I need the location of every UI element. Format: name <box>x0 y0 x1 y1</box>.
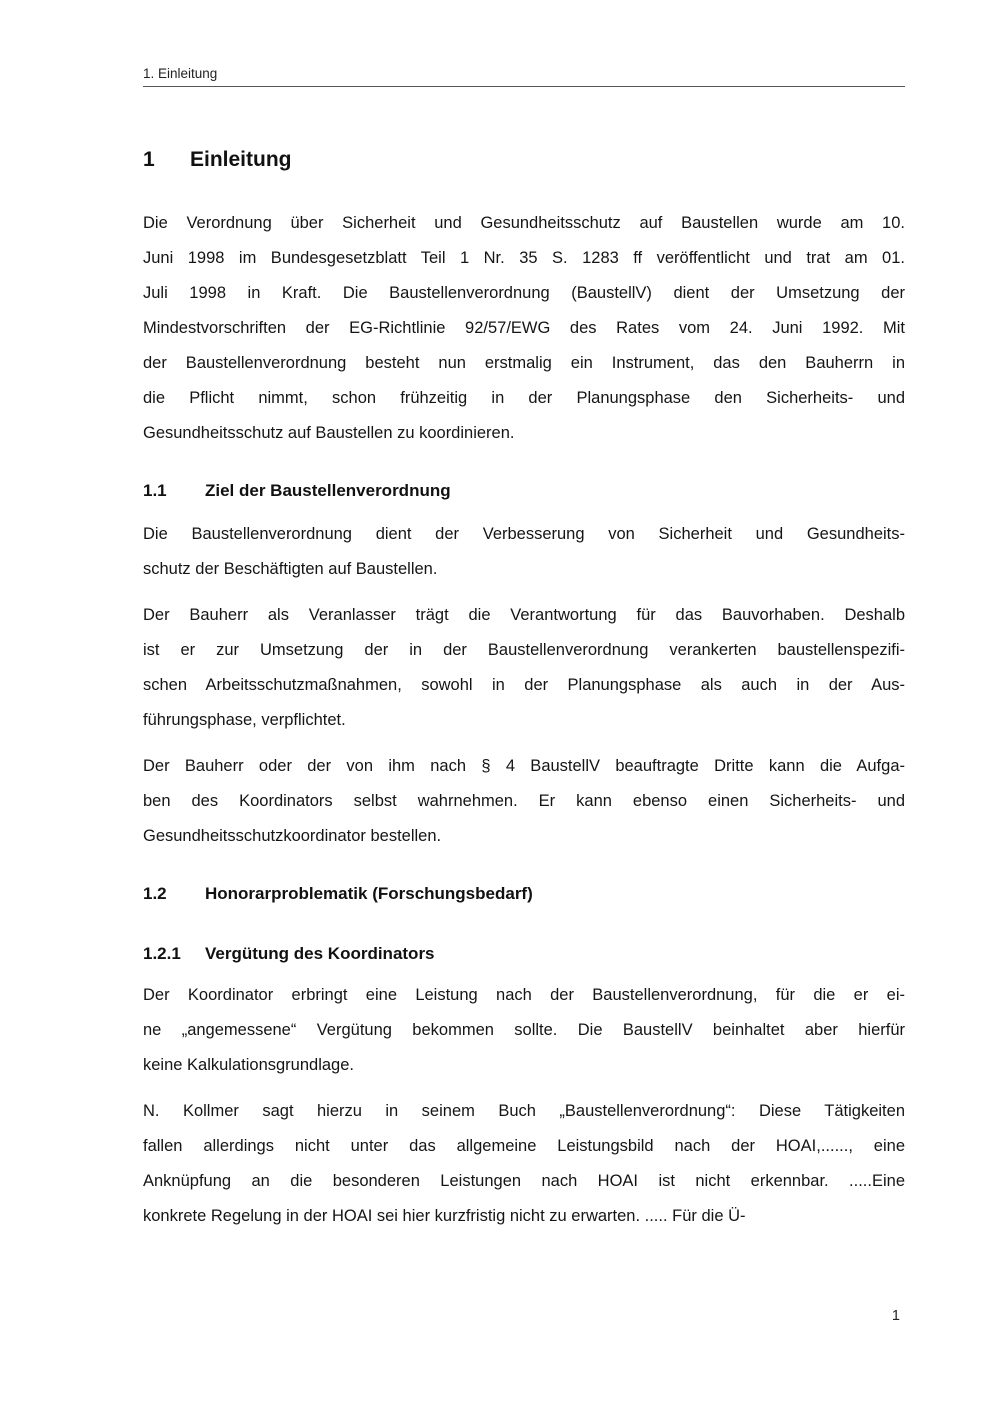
text-line: Juni 1998 im Bundesgesetzblatt Teil 1 Nr. 35 S. 1283 ff veröffentlicht und trat am 01. <box>143 249 905 267</box>
text-line: die Pflicht nimmt, schon frühzeitig in der Planungsphase den Sicherheits- und <box>143 389 905 407</box>
heading-number: 1.2 <box>143 884 167 903</box>
paragraph <box>143 1094 905 1234</box>
text-line: Der Bauherr als Veranlasser trägt die Verantwortung für das Bauvorhaben. Deshalb <box>143 606 905 624</box>
heading-text: Vergütung des Koordinators <box>205 944 435 963</box>
text-line: ist er zur Umsetzung der in der Baustellenverordnung verankerten baustellenspezifi- <box>143 641 905 659</box>
paragraph <box>143 598 905 738</box>
text-line: Die Verordnung über Sicherheit und Gesundheitsschutz auf Baustellen wurde am 10. <box>143 214 905 232</box>
running-header: 1. Einleitung <box>143 66 905 87</box>
text-line: der Baustellenverordnung besteht nun erstmalig ein Instrument, das den Bauherrn in <box>143 354 905 372</box>
text-line: fallen allerdings nicht unter das allgemeine Leistungsbild nach der HOAI,......, eine <box>143 1137 905 1155</box>
heading-number: 1.2.1 <box>143 944 181 963</box>
heading-level-1 <box>143 148 905 172</box>
text-line: führungsphase, verpflichtet. <box>143 711 346 729</box>
text-line: schutz der Beschäftigten auf Baustellen. <box>143 560 438 578</box>
document-body <box>143 148 905 1245</box>
paragraph <box>143 517 905 587</box>
text-line: Der Bauherr oder der von ihm nach § 4 BaustellV beauftragte Dritte kann die Aufga- <box>143 757 905 775</box>
heading-level-2 <box>143 481 905 501</box>
paragraph <box>143 749 905 854</box>
text-line: Mindestvorschriften der EG-Richtlinie 92/57/EWG des Rates vom 24. Juni 1992. Mit <box>143 319 905 337</box>
heading-text: Einleitung <box>190 148 292 171</box>
heading-text: Ziel der Baustellenverordnung <box>205 481 451 500</box>
text-line: Gesundheitsschutz auf Baustellen zu koordinieren. <box>143 424 515 442</box>
heading-text: Honorarproblematik (Forschungsbedarf) <box>205 884 533 903</box>
heading-number: 1 <box>143 148 155 171</box>
paragraph <box>143 206 905 451</box>
text-line: Der Koordinator erbringt eine Leistung nach der Baustellenverordnung, für die er ei- <box>143 986 905 1004</box>
heading-number: 1.1 <box>143 481 167 500</box>
text-line: Juli 1998 in Kraft. Die Baustellenverordnung (BaustellV) dient der Umsetzung der <box>143 284 905 302</box>
text-line: Gesundheitsschutzkoordinator bestellen. <box>143 827 442 845</box>
text-line: Anknüpfung an die besonderen Leistungen nach HOAI ist nicht erkennbar. .....Eine <box>143 1172 905 1190</box>
page-number: 1 <box>891 1308 900 1324</box>
text-line: keine Kalkulationsgrundlage. <box>143 1056 354 1074</box>
text-line: Die Baustellenverordnung dient der Verbesserung von Sicherheit und Gesundheits- <box>143 525 905 543</box>
text-line: schen Arbeitsschutzmaßnahmen, sowohl in der Planungsphase als auch in der Aus- <box>143 676 905 694</box>
paragraph <box>143 978 905 1083</box>
text-line: N. Kollmer sagt hierzu in seinem Buch „Baustellenverordnung“: Diese Tätigkeiten <box>143 1102 905 1120</box>
text-line: konkrete Regelung in der HOAI sei hier kurzfristig nicht zu erwarten. ..... Für die Ü- <box>143 1207 746 1225</box>
heading-level-3 <box>143 944 905 964</box>
text-line: ne „angemessene“ Vergütung bekommen sollte. Die BaustellV beinhaltet aber hierfür <box>143 1021 905 1039</box>
text-line: ben des Koordinators selbst wahrnehmen. Er kann ebenso einen Sicherheits- und <box>143 792 905 810</box>
heading-level-2 <box>143 884 905 904</box>
